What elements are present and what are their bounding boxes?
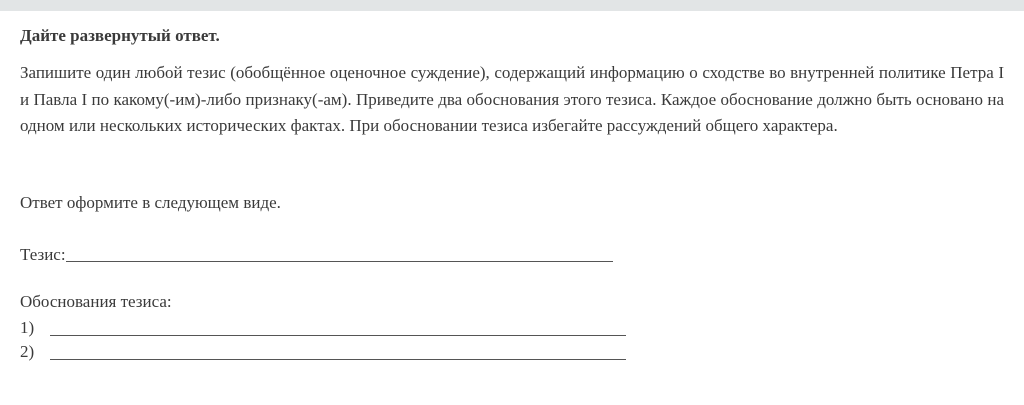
task-text: Запишите один любой тезис (обобщённое оценочное суждение), содержащий информацию о сходстве во внутренней политике Петра I и Павла I по какому(-им)-либо признаку(-ам). Приведите два обоснования этого тезиса. Каждое обоснование должно быть основано на одном или нескольких исторических фактах. При обосновании тезиса избегайте рассуждений общего характера. <box>20 63 1004 135</box>
justification-number-2: 2) <box>20 342 35 361</box>
thesis-blank-line <box>66 245 613 262</box>
justification-blank-line-2 <box>50 342 626 360</box>
justifications-label: Обоснования тезиса: <box>20 292 172 311</box>
justification-row-2 <box>20 342 1004 362</box>
justification-row-1 <box>20 318 1004 338</box>
justification-blank-line-1 <box>50 318 626 336</box>
thesis-row <box>20 245 1004 265</box>
thesis-label: Тезис: <box>20 245 66 264</box>
answer-format-note: Ответ оформите в следующем виде. <box>20 193 281 212</box>
task-heading: Дайте развернутый ответ. <box>20 26 220 45</box>
justification-number-1: 1) <box>20 318 35 337</box>
